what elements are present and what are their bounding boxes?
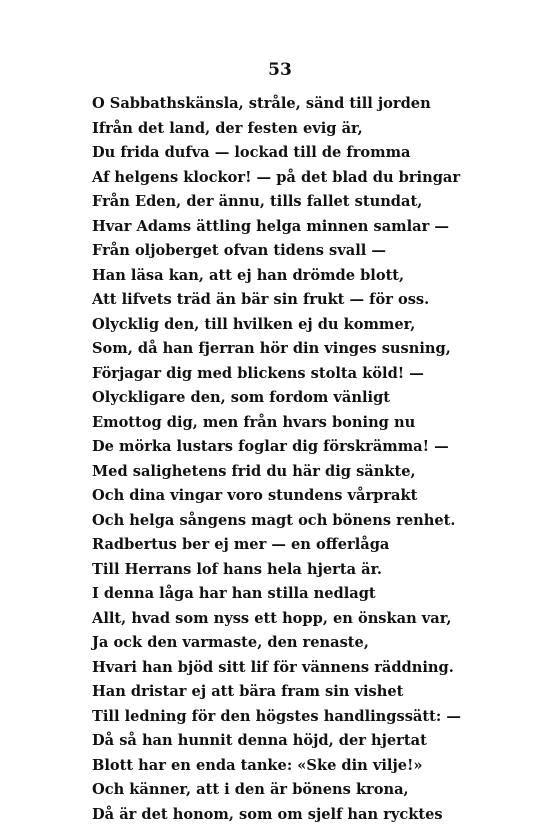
poem-line: Du frida dufva — lockad till de fromma	[92, 144, 411, 161]
poem-line: Från oljoberget ofvan tidens svall —	[92, 242, 386, 259]
poem-line: Allt, hvad som nyss ett hopp, en önskan var,	[92, 609, 452, 627]
poem-line: Emottog dig, men från hvars boning nu	[92, 413, 416, 431]
poem-line: Och känner, att i den är bönens krona,	[92, 781, 409, 798]
poem-line: Då så han hunnit denna höjd, der hjertat	[92, 732, 427, 749]
poem-text	[92, 92, 522, 827]
poem-line: Förjagar dig med blickens stolta köld! —	[92, 364, 424, 382]
poem-line: Olycklig den, till hvilken ej du kommer,	[92, 315, 416, 333]
poem-line: Att lifvets träd än bär sin frukt — för oss.	[92, 291, 430, 308]
poem-line: Blott har en enda tanke: «Ske din vilje!»	[92, 756, 423, 774]
poem-line: De mörka lustars foglar dig förskrämma! —	[92, 438, 449, 455]
page-number: 53	[268, 60, 292, 80]
poem-line: Olyckligare den, som fordom vänligt	[92, 389, 391, 406]
poem-line: I denna låga har han stilla nedlagt	[92, 585, 376, 602]
poem-line: Hvari han bjöd sitt lif för vännens räddning.	[92, 658, 454, 676]
poem-line: Radbertus ber ej mer — en offerlåga	[92, 536, 390, 553]
poem-line: Som, då han fjerran hör din vinges susning,	[92, 340, 451, 357]
poem-line: Ja ock den varmaste, den renaste,	[92, 634, 369, 651]
poem-line: Han läsa kan, att ej han drömde blott,	[92, 266, 405, 284]
poem-line: Till ledning för den högstes handlingssätt: —	[92, 707, 461, 725]
poem-line: Från Eden, der ännu, tills fallet stundat,	[92, 193, 423, 210]
poem-line: Med salighetens frid du här dig sänkte,	[92, 462, 416, 480]
poem-line: Och dina vingar voro stundens vårprakt	[92, 487, 418, 504]
poem-line: Då är det honom, som om sjelf han rycktes	[92, 805, 443, 823]
poem-line: Hvar Adams ättling helga minnen samlar —	[92, 217, 449, 235]
poem-line: Af helgens klockor! — på det blad du bringar	[92, 168, 461, 186]
poem-line: Ifrån det land, der festen evig är,	[92, 119, 363, 137]
poem-line: Han dristar ej att bära fram sin vishet	[92, 683, 404, 700]
poem-line: Till Herrans lof hans hela hjerta är.	[92, 560, 383, 578]
poem-line: Och helga sångens magt och bönens renhet.	[92, 511, 456, 529]
poem-line: O Sabbathskänsla, stråle, sänd till jorden	[92, 95, 431, 112]
